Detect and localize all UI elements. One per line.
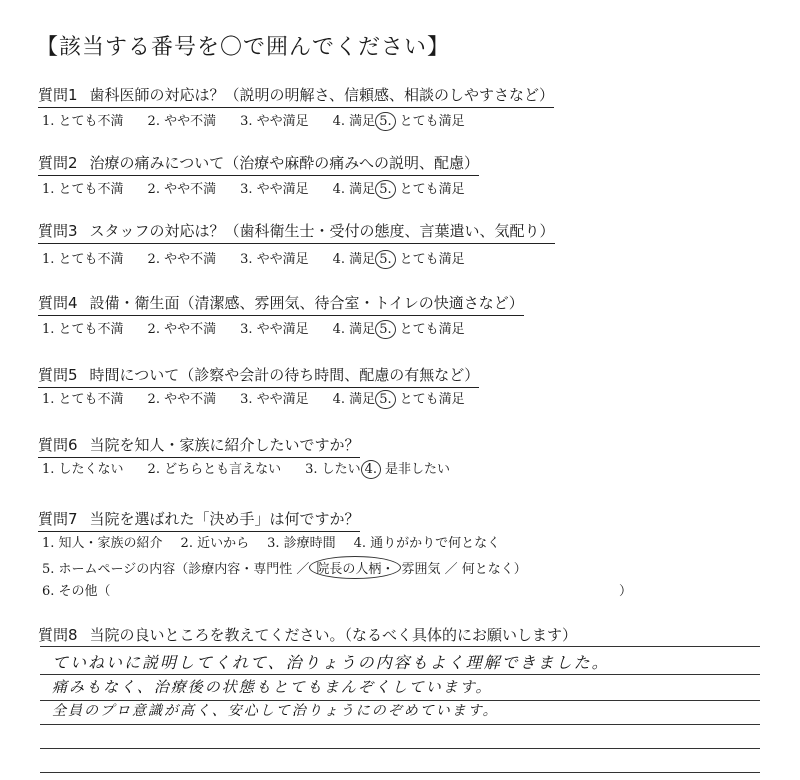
- handwritten-answer-2: 痛みもなく、治療後の状態もとてもまんぞくしています。: [52, 678, 493, 696]
- rating-options-5: 1. とても不満 2. やや不満 3. やや満足 4. 満足 5. とても満足: [42, 392, 465, 407]
- question-text: 歯科医師の対応は？（説明の明解さ、信頼感、相談のしやすさなど）: [89, 86, 554, 104]
- question-text: 設備・衛生面（清潔感、雰囲気、待合室・トイレの快適さなど）: [89, 294, 524, 312]
- rating-options-2: 1. とても不満 2. やや不満 3. やや満足 4. 満足 5. とても満足: [42, 182, 465, 197]
- question-text: 当院を知人・家族に紹介したいですか？: [89, 436, 360, 454]
- question-4: [38, 292, 524, 316]
- question-2: [38, 152, 479, 176]
- question-number: 質問3: [38, 222, 78, 240]
- handwritten-answer-1: ていねいに説明してくれて、治りょうの内容もよく理解できました。: [52, 653, 610, 672]
- page-title: 【該当する番号を〇で囲んでください】: [36, 35, 451, 60]
- question-8: [38, 624, 577, 647]
- selected-circle[interactable]: 5.: [375, 112, 395, 131]
- recommend-options: 1. したくない 2. どちらとも言えない 3. したい 4. 是非したい: [42, 462, 451, 477]
- question-text: 当院の良いところを教えてください。（なるべく具体的にお願いします）: [89, 626, 578, 644]
- question-number: 質問8: [38, 626, 78, 644]
- answer-line: [40, 674, 760, 675]
- reason-options-row1: 1. 知人・家族の紹介 2. 近いから 3. 診療時間 4. 通りがかりで何となく: [42, 536, 501, 551]
- selected-circle[interactable]: 5.: [375, 390, 395, 409]
- selected-circle[interactable]: 4.: [361, 460, 381, 479]
- reason-options-row3: 6. その他（ ）: [42, 584, 632, 599]
- question-number: 質問7: [38, 510, 78, 528]
- question-3: [38, 220, 555, 244]
- selected-circle[interactable]: 5.: [375, 250, 395, 269]
- question-6: [38, 434, 360, 458]
- question-text: 時間について（診察や会計の待ち時間、配慮の有無など）: [89, 366, 480, 384]
- handwritten-answer-3: 全員のプロ意識が高く、安心して治りょうにのぞめています。: [52, 703, 499, 719]
- answer-line: [40, 748, 760, 749]
- question-number: 質問6: [38, 436, 78, 454]
- question-1: [38, 84, 554, 108]
- answer-line: [40, 724, 760, 725]
- selected-circle[interactable]: 5.: [375, 180, 395, 199]
- answer-line: [40, 646, 760, 647]
- selected-circle[interactable]: 5.: [375, 320, 395, 339]
- rating-options-3: 1. とても不満 2. やや不満 3. やや満足 4. 満足 5. とても満足: [42, 252, 465, 267]
- rating-options-1: 1. とても不満 2. やや不満 3. やや満足 4. 満足 5. とても満足: [42, 114, 465, 129]
- answer-line: [40, 772, 760, 773]
- question-number: 質問2: [38, 154, 78, 172]
- question-7: [38, 508, 360, 532]
- question-number: 質問4: [38, 294, 78, 312]
- reason-options-row2: 5. ホームページの内容（診療内容・専門性 ／ 院長の人柄・ 雰囲気 ／ 何となく）: [42, 556, 527, 579]
- question-text: 当院を選ばれた「決め手」は何ですか？: [89, 510, 360, 528]
- question-text: 治療の痛みについて（治療や麻酔の痛みへの説明、配慮）: [89, 154, 479, 172]
- question-number: 質問1: [38, 86, 78, 104]
- question-5: [38, 364, 479, 388]
- rating-options-4: 1. とても不満 2. やや不満 3. やや満足 4. 満足 5. とても満足: [42, 322, 465, 337]
- selected-circle[interactable]: 院長の人柄・: [309, 556, 401, 579]
- question-number: 質問5: [38, 366, 78, 384]
- question-text: スタッフの対応は？（歯科衛生士・受付の態度、言葉遣い、気配り）: [89, 222, 555, 240]
